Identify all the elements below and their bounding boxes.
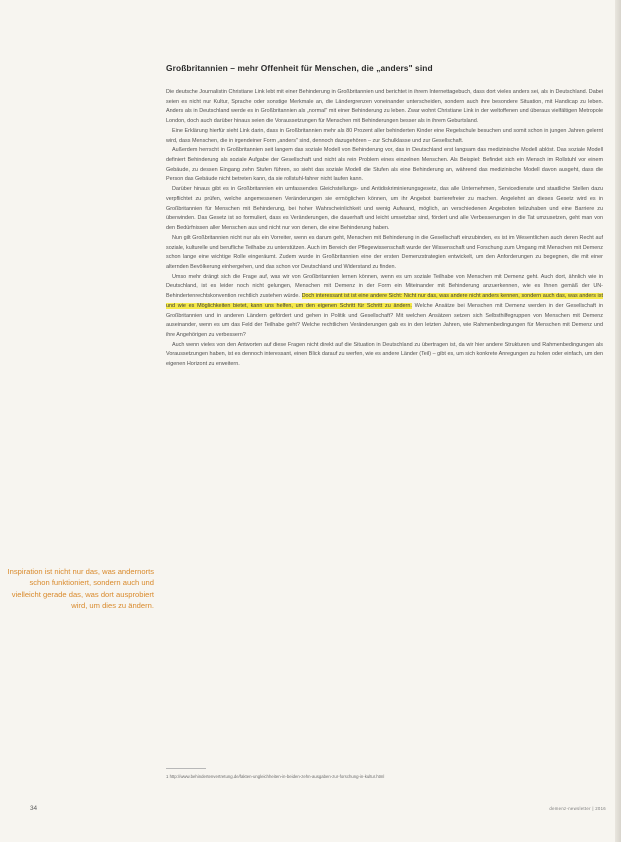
pull-quote: Inspiration ist nicht nur das, was andernorts schon funktioniert, sondern auch und vielleicht gerade das, was dort ausprobiert wird, um dies zu ändern. (7, 567, 154, 611)
page-edge (615, 0, 621, 842)
article-heading: Großbritannien – mehr Offenheit für Menschen, die „anders" sind (166, 63, 433, 73)
paragraph-tail: Welche Ansätze bei Menschen mit Demenz werden in der Gesellschaft in Großbritannien und in anderen Ländern gefördert und gehen in Politik und Gesellschaft? Mit welchen Ansätzen setzen sich Selbsthilfegruppen von Menschen mit Demenz auseinander, wenn es um das Feld der Teilhabe geht? Welche rechtlichen Veränderungen gab es in den letzten Jahren, wie Rahmenbedingungen für Menschen mit Demenz und ihre Angehörigen zu verbessern? (166, 302, 603, 338)
paragraph-lead: Umso mehr drängt sich die Frage auf, was wir von Großbritannien lernen können, wenn es um soziale Teilhabe von Menschen mit Demenz geht. Auch dort, ähnlich wie in Deutschland, ist es leider noch nicht gelungen, Menschen mit Demenz in der Form ein Miteinander mit Behinderung anzuerkennen, wie es Ihnen gemäß der UN-Behindertenrechtskonvention rechtlich zustehen würde. (166, 273, 603, 300)
paragraph: Die deutsche Journalistin Christiane Link lebt mit einer Behinderung in Großbritannien und berichtet in ihrem Internettagebuch, dass dort vieles anders sei, als in Deutschland. Dabei seien es nicht nur Kultur, Sprache oder sonstige Merkmale an, die Ländergrenzen voneinander unterscheiden, sondern auch ihre besondere Situation, mit Handicap zu leben. Anders als in Deutschland werde es in Großbritannien als „normal" mit einer Behinderung zu leben. Zwar wohnt Christiane Link in der weltoffenen und überaus vielfältigen Metropole London, doch auch darüber hinaus seien die Voraussetzungen für Menschen mit Behinderungen besser als in ihrem Geburtsland. (166, 89, 603, 125)
paragraph: Auch wenn vieles von den Antworten auf diese Fragen nicht direkt auf die Situation in Deutschland zu übertragen ist, da wir hier andere Strukturen und Rahmenbedingungen als Voraussetzungen haben, ist es dennoch interessant, einen Blick darauf zu werfen, wie es andere Länder (Teil) – gibt es, um sich konkrete Anregungen zu holen oder einfach, um den eigenen Horizont zu erweitern. (166, 341, 603, 368)
footnote: 1 http://www.behindertenvertretung.de/fakten-ungleichheiten-in-beiden-zehn-ausgaben-zur-forschung-in-kultur.html (166, 774, 385, 779)
page-number: 34 (30, 805, 38, 812)
footnote-rule (166, 768, 206, 769)
article-body (166, 88, 603, 370)
highlighted-passage: Doch interessant ist ist eine andere Sicht: Nicht nur das, was andere nicht anders kennen, sondern auch das, was anders ist und wie es Möglichkeiten bietet, kann uns helfen, um den eigenen Schritt für Schritt zu ändern. (166, 293, 603, 309)
paragraph: Nun gilt Großbritannien nicht nur als ein Vorreiter, wenn es darum geht, Menschen mit Behinderung in die Gesellschaft einzubinden, es ist im Wesentlichen auch deren Recht auf soziale, kulturelle und berufliche Teilhabe zu unterstützen. Auch im Bereich der Pflegewissenschaft wurde der Wissenschaft und Forschung zum Umgang mit Menschen mit Demenz schon lange eine wichtige Rolle eingeräumt. Zudem wurde in Großbritannien eine der ersten Demenzstrategien entwickelt, um den Anforderungen zu begegnen, die mit einer alternden Bevölkerung einhergehen, und das schon vor Deutschland und Widerstand zu finden. (166, 234, 603, 270)
paragraph: Eine Erklärung hierfür sieht Link darin, dass in Großbritannien mehr als 80 Prozent aller behinderten Kinder eine Regelschule besuchen und somit schon in jungen Jahren gelernt wird, dass Menschen, die in irgendeiner Form „anders" sind, dennoch dazugehören – zur Schulklasse und zur Gesellschaft. (166, 127, 603, 144)
journal-footer: demenz-newsletter | 2016 (549, 806, 606, 811)
paragraph-with-highlight (166, 273, 603, 341)
paragraph: Außerdem herrscht in Großbritannien seit langem das soziale Modell von Behinderung vor, das in Deutschland erst langsam das medizinische Modell ablöst. Das soziale Modell definiert Behinderung als soziale Aufgabe der Gesellschaft und nicht als rein Problem eines einzelnen Menschen. Als Beispiel: Befindet sich ein Mensch im Rollstuhl vor einem Gebäude, zu dessen Eingang zehn Stufen führen, so sieht das soziale Modell die Stufen als eine Behinderung an, während das medizinische Modell davon ausgeht, dass die Person das Gebäude nicht betreten kann, da sie rollstuhl-fahrer nicht laufen kann. (166, 147, 603, 183)
paragraph: Darüber hinaus gibt es in Großbritannien ein umfassendes Gleichstellungs- und Antidiskriminierungsgesetz, das alle Unternehmen, Servicedienste und staatliche Stellen dazu verpflichtet zu prüfen, welche angemessenen Veränderungen sie ermöglichen können, um ihr Angebot barrierefreier zu machen. Angelehnt an dieses Gesetz wird es in Großbritannien für Menschen mit Behinderung, bei hoher Wahrscheinlichkeit und wenig Aufwand, möglich, an verschiedenen Angeboten teilzuhaben und eine Barriere zu überwinden. Das Gesetz ist so formuliert, dass es Veränderungen, die dauerhaft und leicht umsetzbar sind, fördert und alle Verbesserungen in die Tat umzusetzen, geht man von den Bedürfnissen aller Menschen aus und nicht nur von denen, die eine Behinderung haben. (166, 186, 603, 232)
